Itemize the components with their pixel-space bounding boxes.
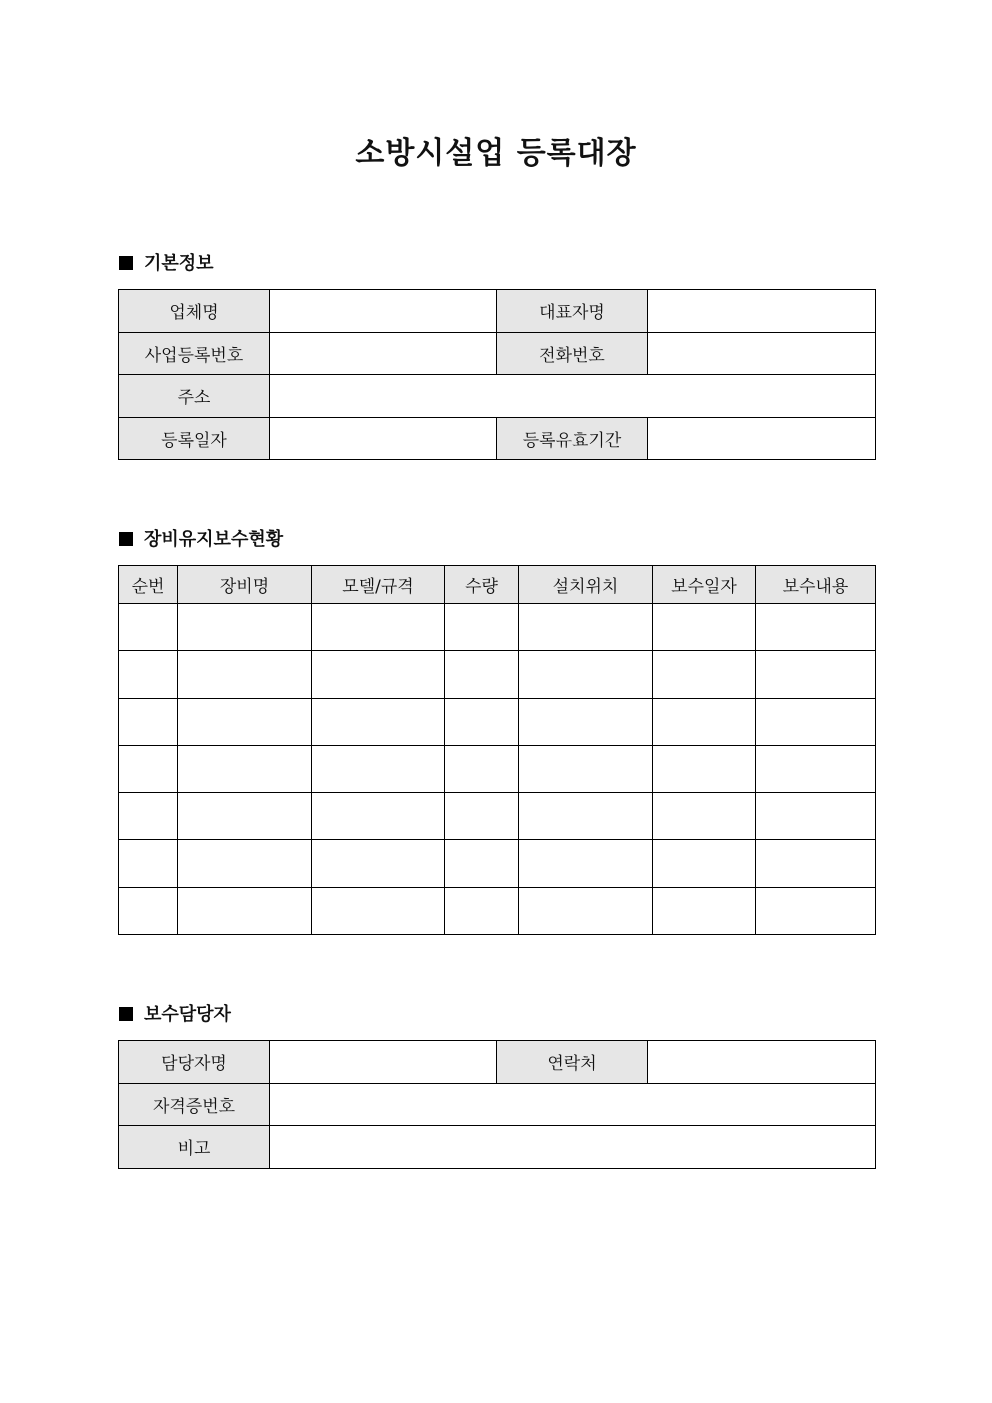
- table-row: [119, 793, 876, 840]
- business-reg-field[interactable]: [270, 332, 497, 375]
- representative-field[interactable]: [648, 290, 876, 333]
- table-row: [119, 375, 876, 418]
- license-field[interactable]: [270, 1083, 876, 1126]
- seq-cell[interactable]: [119, 887, 178, 934]
- model-cell[interactable]: [312, 840, 445, 887]
- quantity-cell[interactable]: [445, 840, 519, 887]
- square-bullet-icon: [119, 1007, 133, 1021]
- address-field[interactable]: [270, 375, 876, 418]
- model-cell[interactable]: [312, 793, 445, 840]
- model-cell[interactable]: [312, 887, 445, 934]
- equipment-cell[interactable]: [178, 745, 312, 792]
- table-row: [119, 1083, 876, 1126]
- address-label: 주소: [119, 375, 270, 418]
- manager-name-label: 담당자명: [119, 1041, 270, 1084]
- seq-cell[interactable]: [119, 840, 178, 887]
- equipment-cell[interactable]: [178, 793, 312, 840]
- square-bullet-icon: [119, 256, 133, 270]
- contact-phone-label: 연락처: [497, 1041, 648, 1084]
- column-header-location: 설치위치: [519, 566, 653, 604]
- reg-validity-label: 등록유효기간: [497, 417, 648, 460]
- table-row: [119, 745, 876, 792]
- location-cell[interactable]: [519, 745, 653, 792]
- table-row: [119, 417, 876, 460]
- table-row: [119, 332, 876, 375]
- quantity-cell[interactable]: [445, 698, 519, 745]
- seq-cell[interactable]: [119, 651, 178, 698]
- repair-date-cell[interactable]: [653, 793, 756, 840]
- company-name-field[interactable]: [270, 290, 497, 333]
- column-header-repair-details: 보수내용: [756, 566, 876, 604]
- basic-info-table: [118, 289, 876, 460]
- table-row: [119, 1126, 876, 1169]
- repair-details-cell[interactable]: [756, 887, 876, 934]
- table-row: [119, 840, 876, 887]
- repair-details-cell[interactable]: [756, 604, 876, 651]
- repair-details-cell[interactable]: [756, 793, 876, 840]
- business-reg-label: 사업등록번호: [119, 332, 270, 375]
- section-heading-contact-text: 보수담당자: [144, 1004, 231, 1025]
- column-header-repair-date: 보수일자: [653, 566, 756, 604]
- reg-date-label: 등록일자: [119, 417, 270, 460]
- model-cell[interactable]: [312, 745, 445, 792]
- section-heading-basic: [119, 252, 214, 276]
- phone-label: 전화번호: [497, 332, 648, 375]
- square-bullet-icon: [119, 532, 133, 546]
- repair-date-cell[interactable]: [653, 887, 756, 934]
- contact-table: [118, 1040, 876, 1169]
- table-row: [119, 651, 876, 698]
- equipment-cell[interactable]: [178, 698, 312, 745]
- seq-cell[interactable]: [119, 604, 178, 651]
- repair-details-cell[interactable]: [756, 840, 876, 887]
- table-row: [119, 290, 876, 333]
- representative-label: 대표자명: [497, 290, 648, 333]
- table-row: [119, 604, 876, 651]
- column-header-seq: 순번: [119, 566, 178, 604]
- location-cell[interactable]: [519, 651, 653, 698]
- section-heading-basic-text: 기본정보: [144, 253, 214, 274]
- page-title: 소방시설업 등록대장: [355, 136, 637, 171]
- remarks-label: 비고: [119, 1126, 270, 1169]
- column-header-quantity: 수량: [445, 566, 519, 604]
- quantity-cell[interactable]: [445, 651, 519, 698]
- table-row: [119, 1041, 876, 1084]
- table-row: [119, 887, 876, 934]
- reg-date-field[interactable]: [270, 417, 497, 460]
- quantity-cell[interactable]: [445, 793, 519, 840]
- repair-details-cell[interactable]: [756, 745, 876, 792]
- license-label: 자격증번호: [119, 1083, 270, 1126]
- equipment-cell[interactable]: [178, 604, 312, 651]
- location-cell[interactable]: [519, 698, 653, 745]
- section-heading-contact: [119, 1003, 231, 1027]
- seq-cell[interactable]: [119, 698, 178, 745]
- equipment-cell[interactable]: [178, 840, 312, 887]
- quantity-cell[interactable]: [445, 745, 519, 792]
- seq-cell[interactable]: [119, 745, 178, 792]
- company-name-label: 업체명: [119, 290, 270, 333]
- location-cell[interactable]: [519, 887, 653, 934]
- maintenance-table-body: [119, 604, 876, 935]
- seq-cell[interactable]: [119, 793, 178, 840]
- location-cell[interactable]: [519, 604, 653, 651]
- repair-details-cell[interactable]: [756, 651, 876, 698]
- repair-details-cell[interactable]: [756, 698, 876, 745]
- table-header-row: [119, 566, 876, 604]
- contact-phone-field[interactable]: [648, 1041, 876, 1084]
- phone-field[interactable]: [648, 332, 876, 375]
- repair-date-cell[interactable]: [653, 651, 756, 698]
- model-cell[interactable]: [312, 698, 445, 745]
- repair-date-cell[interactable]: [653, 840, 756, 887]
- quantity-cell[interactable]: [445, 887, 519, 934]
- repair-date-cell[interactable]: [653, 604, 756, 651]
- section-heading-maintenance-text: 장비유지보수현황: [144, 529, 284, 550]
- equipment-cell[interactable]: [178, 651, 312, 698]
- maintenance-table: [118, 565, 876, 935]
- quantity-cell[interactable]: [445, 604, 519, 651]
- remarks-field[interactable]: [270, 1126, 876, 1169]
- model-cell[interactable]: [312, 604, 445, 651]
- repair-date-cell[interactable]: [653, 698, 756, 745]
- manager-name-field[interactable]: [270, 1041, 497, 1084]
- table-row: [119, 698, 876, 745]
- equipment-cell[interactable]: [178, 887, 312, 934]
- section-heading-maintenance: [119, 528, 283, 552]
- column-header-equipment: 장비명: [178, 566, 312, 604]
- repair-date-cell[interactable]: [653, 745, 756, 792]
- model-cell[interactable]: [312, 651, 445, 698]
- column-header-model: 모델/규격: [312, 566, 445, 604]
- reg-validity-field[interactable]: [648, 417, 876, 460]
- location-cell[interactable]: [519, 793, 653, 840]
- location-cell[interactable]: [519, 840, 653, 887]
